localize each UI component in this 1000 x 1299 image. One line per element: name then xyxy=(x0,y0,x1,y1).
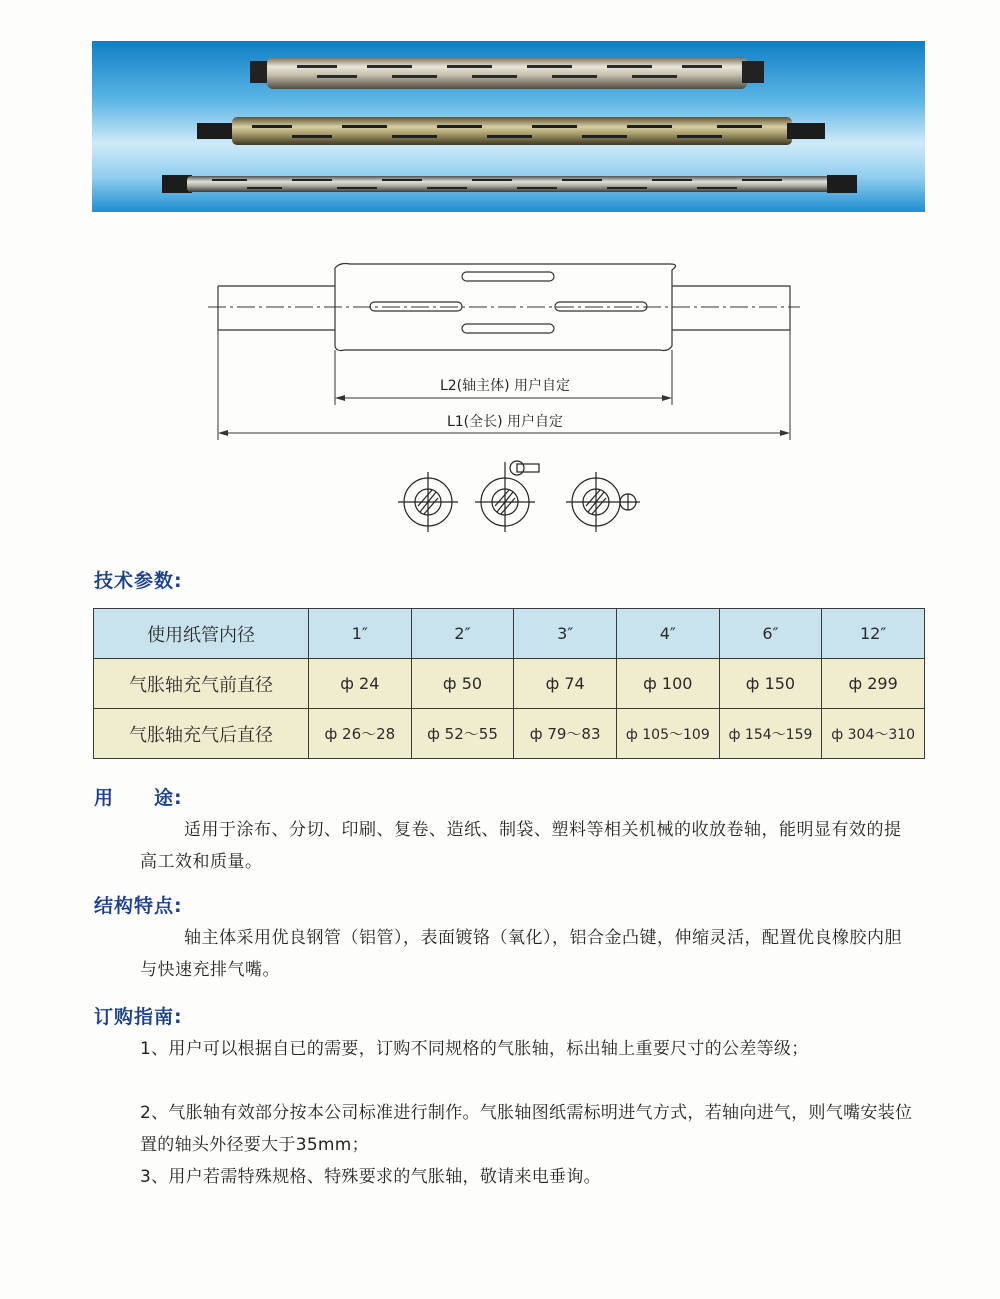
size-cell: 3″ xyxy=(514,609,617,659)
structure-heading: 结构特点: xyxy=(94,895,183,917)
technical-drawing xyxy=(0,240,1000,550)
air-shaft-photo-illustration xyxy=(92,41,925,212)
usage-heading: 用 途: xyxy=(94,787,183,809)
table-header-row xyxy=(94,609,925,659)
cross-section-3 xyxy=(566,472,640,532)
ordering-item: 2、气胀轴有效部分按本公司标准进行制作。气胀轴图纸需标明进气方式，若轴向进气，则气嘴安装位置的轴头外径要大于35mm； xyxy=(140,1103,913,1155)
row-label-cell: 气胀轴充气前直径 xyxy=(94,659,309,709)
row-label-cell: 气胀轴充气后直径 xyxy=(94,709,309,759)
value-cell: ф 79～83 xyxy=(514,709,617,759)
value-cell: ф 154～159 xyxy=(719,709,822,759)
usage-paragraph: 适用于涂布、分切、印刷、复卷、造纸、制袋、塑料等相关机械的收放卷轴，能明显有效的提高工效和质量。 xyxy=(140,820,902,872)
value-cell: ф 26～28 xyxy=(309,709,412,759)
cross-section-1 xyxy=(398,472,458,532)
value-cell: ф 50 xyxy=(411,659,514,709)
size-cell: 4″ xyxy=(616,609,719,659)
ordering-item: 3、用户若需特殊规格、特殊要求的气胀轴，敬请来电垂询。 xyxy=(140,1167,601,1187)
spec-table xyxy=(93,608,925,759)
tech-params-heading: 技术参数: xyxy=(94,570,183,592)
product-photo xyxy=(92,41,925,212)
value-cell: ф 105～109 xyxy=(616,709,719,759)
header-label-cell: 使用纸管内径 xyxy=(94,609,309,659)
ordering-heading: 订购指南: xyxy=(94,1006,183,1028)
value-cell: ф 52～55 xyxy=(411,709,514,759)
l2-dimension-label: L2(轴主体) 用户自定 xyxy=(439,378,571,394)
value-cell: ф 24 xyxy=(309,659,412,709)
value-cell: ф 304～310 xyxy=(822,709,925,759)
size-cell: 2″ xyxy=(411,609,514,659)
size-cell: 1″ xyxy=(309,609,412,659)
cross-section-2 xyxy=(475,461,539,532)
size-cell: 12″ xyxy=(822,609,925,659)
value-cell: ф 74 xyxy=(514,659,617,709)
value-cell: ф 150 xyxy=(719,659,822,709)
l1-dimension-label: L1(全长) 用户自定 xyxy=(446,414,564,430)
shaft-drawing xyxy=(0,240,1000,550)
size-cell: 6″ xyxy=(719,609,822,659)
table-row xyxy=(94,709,925,759)
value-cell: ф 299 xyxy=(822,659,925,709)
table-row xyxy=(94,659,925,709)
value-cell: ф 100 xyxy=(616,659,719,709)
structure-paragraph: 轴主体采用优良钢管（铝管），表面镀铬（氧化），铝合金凸键，伸缩灵活，配置优良橡胶内胆与快速充排气嘴。 xyxy=(140,928,902,980)
ordering-item: 1、用户可以根据自已的需要，订购不同规格的气胀轴，标出轴上重要尺寸的公差等级； xyxy=(140,1039,809,1059)
